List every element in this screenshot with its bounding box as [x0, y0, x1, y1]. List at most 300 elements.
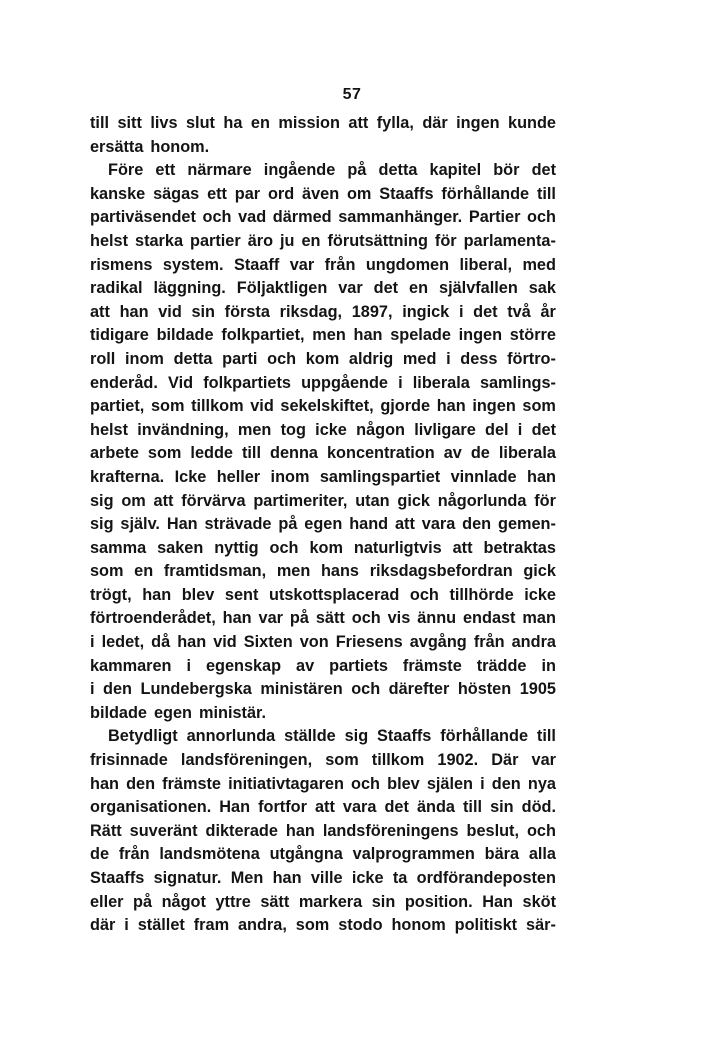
word: landsmötena	[159, 845, 260, 864]
word: Han	[219, 798, 251, 817]
word: främste	[162, 774, 221, 793]
word: en	[301, 231, 321, 250]
word: sätt	[315, 609, 345, 628]
word: han	[436, 397, 466, 416]
word: vad	[238, 208, 267, 227]
word: ministär.	[199, 703, 266, 722]
word: sin	[371, 892, 396, 911]
word: sätt	[260, 892, 290, 911]
word: som	[522, 397, 556, 416]
word: den	[103, 680, 132, 699]
word: förutsättning	[327, 231, 428, 250]
word: närmare	[187, 161, 252, 180]
word: Friesens	[335, 633, 403, 652]
word: två	[507, 302, 531, 321]
word: av	[296, 656, 315, 675]
word: liberala	[412, 373, 470, 392]
word: Men	[230, 869, 264, 887]
word: sitt	[117, 114, 142, 132]
word: ställde	[284, 727, 336, 746]
word: ha	[223, 114, 243, 132]
word: en	[409, 279, 429, 298]
word: egenskap	[205, 656, 282, 675]
word: 1905	[519, 680, 556, 699]
word: gjorde	[380, 397, 431, 416]
word: ända	[416, 798, 455, 817]
word: han	[222, 609, 252, 628]
word: krafterna.	[90, 467, 165, 486]
text-line	[90, 678, 556, 702]
word: beslut,	[466, 821, 519, 840]
word: läggning.	[153, 279, 226, 298]
word: 1897,	[351, 302, 393, 321]
word: landsföreningen,	[180, 751, 313, 770]
word: och	[267, 349, 297, 368]
text-line	[90, 230, 556, 254]
word: trögt,	[90, 585, 132, 604]
page-number: 57	[342, 86, 362, 103]
word: markera	[298, 892, 363, 911]
word: partiväsendet	[90, 208, 196, 227]
word: det	[473, 302, 498, 321]
word: att	[348, 114, 369, 132]
word: Före	[108, 161, 144, 180]
word: gemen-	[498, 515, 556, 534]
word: sekelskiftet,	[280, 397, 374, 416]
word: stället	[137, 916, 185, 935]
word: där	[422, 114, 448, 132]
word: Han	[166, 515, 198, 534]
word: var	[258, 609, 283, 628]
word: ingick	[402, 302, 450, 321]
word: död.	[521, 798, 556, 817]
text-line	[90, 395, 556, 419]
word: samlings-	[479, 373, 556, 392]
word: som	[90, 562, 124, 581]
word: Följaktligen	[236, 279, 328, 298]
word: inom	[125, 349, 164, 368]
word: Icke	[174, 467, 207, 486]
text-line	[90, 277, 556, 301]
word: som	[150, 397, 185, 416]
text-line	[90, 914, 556, 938]
text-line	[90, 537, 556, 561]
word: ta	[392, 869, 408, 887]
word: vid	[250, 397, 274, 416]
word: liberala	[498, 444, 556, 463]
word: och	[527, 208, 556, 227]
word: uppgående	[301, 373, 388, 392]
word: ordförandeposten	[416, 869, 556, 887]
word: självfallen	[439, 279, 518, 298]
text-line	[90, 820, 556, 844]
word: förhållande	[440, 727, 529, 746]
word: helst	[90, 231, 129, 250]
word: första	[224, 302, 270, 321]
word: äro	[247, 231, 274, 250]
word: att	[90, 302, 110, 321]
word: partiet,	[90, 397, 145, 416]
word: kunde	[508, 114, 556, 132]
word: endast	[463, 609, 516, 628]
word: att	[314, 798, 335, 817]
word: blev	[181, 585, 215, 604]
text-line	[90, 183, 556, 207]
word: fram	[193, 916, 230, 935]
word: sköt	[522, 892, 556, 911]
word: och	[409, 585, 439, 604]
text-line	[90, 301, 556, 325]
word: han	[119, 302, 149, 321]
word: nya	[527, 774, 556, 793]
word: invändning,	[137, 420, 229, 439]
word: von	[299, 633, 329, 652]
text-line	[90, 631, 556, 655]
word: detta	[378, 161, 418, 180]
text-line	[90, 324, 556, 348]
word: till	[536, 184, 556, 203]
word: Staaff	[234, 255, 280, 274]
word: förvärva	[181, 491, 246, 510]
word: fortfor	[258, 798, 307, 817]
text-line	[90, 702, 556, 726]
word: Han	[482, 892, 513, 911]
word: till	[463, 798, 483, 817]
word: roll	[90, 349, 116, 368]
word: riksdagsbefordran	[369, 562, 513, 581]
word: landsföreningens	[322, 821, 459, 840]
word: utan	[355, 491, 390, 510]
word: för	[534, 491, 556, 510]
text-line	[90, 466, 556, 490]
word: från	[118, 845, 150, 864]
word: de	[90, 845, 110, 864]
word: i	[480, 774, 485, 793]
word: frisinnade	[90, 751, 168, 770]
word: utgångna	[269, 845, 343, 864]
word: andra,	[237, 916, 287, 935]
word: Lundebergska	[140, 680, 252, 699]
word: att	[394, 515, 415, 534]
word: sammanhänger.	[338, 208, 463, 227]
word: vara	[421, 515, 456, 534]
word: att	[153, 491, 174, 510]
word: och	[351, 680, 381, 699]
word: parti	[222, 349, 258, 368]
word: i	[186, 656, 191, 675]
word: större	[509, 326, 556, 345]
word: om	[346, 184, 372, 203]
word: ville	[310, 869, 343, 887]
word: dikterade	[205, 821, 278, 840]
word: från	[324, 255, 356, 274]
word: egen	[154, 703, 193, 722]
word: betraktas	[483, 538, 556, 557]
word: gick	[523, 562, 556, 581]
word: Partier	[468, 208, 521, 227]
word: ledet,	[101, 633, 145, 652]
word: system.	[162, 255, 224, 274]
word: därefter	[388, 680, 450, 699]
word: vara	[342, 798, 377, 817]
text-line	[90, 442, 556, 466]
word: alla	[528, 845, 556, 864]
word: parlamenta-	[463, 231, 556, 250]
word: annorlunda	[186, 727, 276, 746]
word: Staaffs	[379, 184, 434, 203]
word: rismens	[90, 255, 153, 274]
word: riksdag,	[279, 302, 343, 321]
word: helst	[90, 420, 129, 439]
word: partier	[190, 231, 241, 250]
word: det	[384, 798, 409, 817]
word: i	[517, 420, 523, 439]
word: Sixten	[243, 633, 293, 652]
word: han	[90, 774, 119, 793]
word: och	[351, 609, 381, 628]
word: ungdomen	[365, 255, 450, 274]
word: sig	[90, 515, 114, 534]
word: suveränt	[129, 821, 198, 840]
word: naturligtvis	[353, 538, 442, 557]
word: ministären	[260, 680, 343, 699]
word: sak	[528, 279, 556, 298]
word: eller	[90, 892, 124, 911]
word: Vid	[168, 373, 194, 392]
word: var	[289, 255, 315, 274]
word: ord	[267, 184, 295, 203]
word: sent	[224, 585, 259, 604]
text-line	[90, 891, 556, 915]
word: nyttig	[214, 538, 259, 557]
word: livligare	[414, 420, 476, 439]
word: i	[90, 633, 95, 652]
text-line	[90, 867, 556, 891]
text-line	[90, 372, 556, 396]
text-line	[90, 206, 556, 230]
text-line	[90, 136, 556, 160]
text-line	[90, 490, 556, 514]
word: det	[373, 279, 399, 298]
text-line	[90, 607, 556, 631]
word: inom	[270, 467, 310, 486]
word: själen	[426, 774, 474, 793]
word: avgång	[409, 633, 467, 652]
word: själv.	[120, 515, 160, 534]
word: del	[485, 420, 509, 439]
text-line	[90, 254, 556, 278]
word: folkpartiet,	[221, 326, 305, 345]
word: partimeriter,	[253, 491, 348, 510]
word: han	[285, 821, 315, 840]
word: att	[452, 538, 473, 557]
word: och	[202, 208, 232, 227]
word: och	[269, 538, 299, 557]
word: från	[473, 633, 505, 652]
word: organisationen.	[90, 798, 212, 817]
word: gick	[397, 491, 430, 510]
word: detta	[173, 349, 213, 368]
word: vid	[213, 633, 237, 652]
word: men	[276, 562, 311, 581]
word: som	[325, 751, 359, 770]
word: bildade	[156, 326, 214, 345]
word: 1902.	[437, 751, 479, 770]
word: hand	[349, 515, 389, 534]
word: sig	[344, 727, 369, 746]
word: radikal	[90, 279, 143, 298]
word: år	[540, 302, 556, 321]
word: ingående	[263, 161, 336, 180]
text-line	[90, 749, 556, 773]
word: kammaren	[90, 656, 172, 675]
word: yttre	[215, 892, 251, 911]
word: med	[522, 255, 556, 274]
word: någon	[356, 420, 405, 439]
word: då	[151, 633, 171, 652]
text-line	[90, 560, 556, 584]
word: till	[90, 114, 109, 132]
word: valprogrammen	[352, 845, 475, 864]
word: i	[458, 302, 464, 321]
word: bära	[484, 845, 520, 864]
word: han	[177, 633, 207, 652]
word: framtidsman,	[163, 562, 267, 581]
word: andra	[511, 633, 556, 652]
word: hösten	[457, 680, 512, 699]
word: med	[402, 349, 437, 368]
text-line	[90, 419, 556, 443]
word: tillhörde	[449, 585, 514, 604]
word: in	[541, 656, 556, 675]
text-line	[90, 112, 556, 136]
word: denna	[270, 444, 318, 463]
word: var	[531, 751, 556, 770]
word: den	[126, 774, 156, 793]
word: ingen	[472, 397, 516, 416]
word: på	[278, 515, 298, 534]
text-line	[90, 773, 556, 797]
word: vid	[158, 302, 182, 321]
word: heller	[216, 467, 261, 486]
word: par	[234, 184, 261, 203]
word: av	[443, 444, 462, 463]
word: den	[491, 774, 521, 793]
word: folkpartiets	[203, 373, 291, 392]
word: en	[134, 562, 154, 581]
word: förtro-	[507, 349, 556, 368]
word: ett	[207, 184, 227, 203]
word: kanske	[90, 184, 146, 203]
word: förtroenderådet,	[90, 609, 216, 628]
word: ännu	[417, 609, 457, 628]
word: liberal,	[459, 255, 512, 274]
word: tillkom	[371, 751, 425, 770]
word: sin	[490, 798, 514, 817]
word: en	[250, 114, 270, 132]
word: arbete	[90, 444, 139, 463]
word: signatur.	[153, 869, 222, 887]
word: den	[462, 515, 492, 534]
word: ju	[280, 231, 295, 250]
text-line	[90, 843, 556, 867]
word: koncentration	[327, 444, 435, 463]
word: aldrig	[348, 349, 394, 368]
word: men	[237, 420, 272, 439]
word: spelade	[390, 326, 451, 345]
text-line	[90, 725, 556, 749]
text-line	[90, 796, 556, 820]
word: han	[272, 869, 302, 887]
word: som	[295, 916, 330, 935]
word: där	[90, 916, 116, 935]
word: var	[338, 279, 363, 298]
word: blev	[387, 774, 420, 793]
word: dess	[460, 349, 498, 368]
text-line	[90, 159, 556, 183]
body-text	[90, 112, 556, 938]
word: som	[147, 444, 182, 463]
word: sägas	[153, 184, 200, 203]
word: honom.	[150, 137, 210, 156]
word: i	[446, 349, 451, 368]
word: han	[142, 585, 172, 604]
word: förhållande	[441, 184, 530, 203]
word: partiets	[329, 656, 388, 675]
word: tog	[280, 420, 306, 439]
word: det	[531, 420, 556, 439]
word: samma	[90, 538, 147, 557]
word: initiativtagaren	[228, 774, 344, 793]
word: icke	[524, 585, 556, 604]
word: om	[121, 491, 146, 510]
word: Rätt	[90, 821, 122, 840]
word: stodo	[338, 916, 383, 935]
word: strävade	[204, 515, 272, 534]
word: han	[527, 467, 556, 486]
word: det	[531, 161, 556, 180]
text-line	[90, 513, 556, 537]
word: men	[312, 326, 346, 345]
word: på	[289, 609, 309, 628]
word: slut	[186, 114, 215, 132]
word: samlingspartiet	[319, 467, 441, 486]
text-line	[90, 655, 556, 679]
word: främste	[402, 656, 462, 675]
word: hans	[320, 562, 359, 581]
word: ersätta	[90, 137, 144, 156]
word: starka	[135, 231, 183, 250]
word: vinnlade	[450, 467, 517, 486]
word: icke	[351, 869, 384, 887]
word: och	[351, 774, 380, 793]
word: därmed	[272, 208, 332, 227]
word: honom	[391, 916, 446, 935]
text-line	[90, 584, 556, 608]
word: vis	[387, 609, 411, 628]
word: Staaffs	[90, 869, 145, 887]
word: ingen	[458, 326, 503, 345]
text-line	[90, 348, 556, 372]
word: mission	[278, 114, 340, 132]
word: han	[353, 326, 383, 345]
word: till	[241, 444, 261, 463]
word: enderåd.	[90, 373, 158, 392]
word: i	[398, 373, 403, 392]
word: något	[161, 892, 206, 911]
word: livs	[150, 114, 178, 132]
word: saken	[157, 538, 204, 557]
